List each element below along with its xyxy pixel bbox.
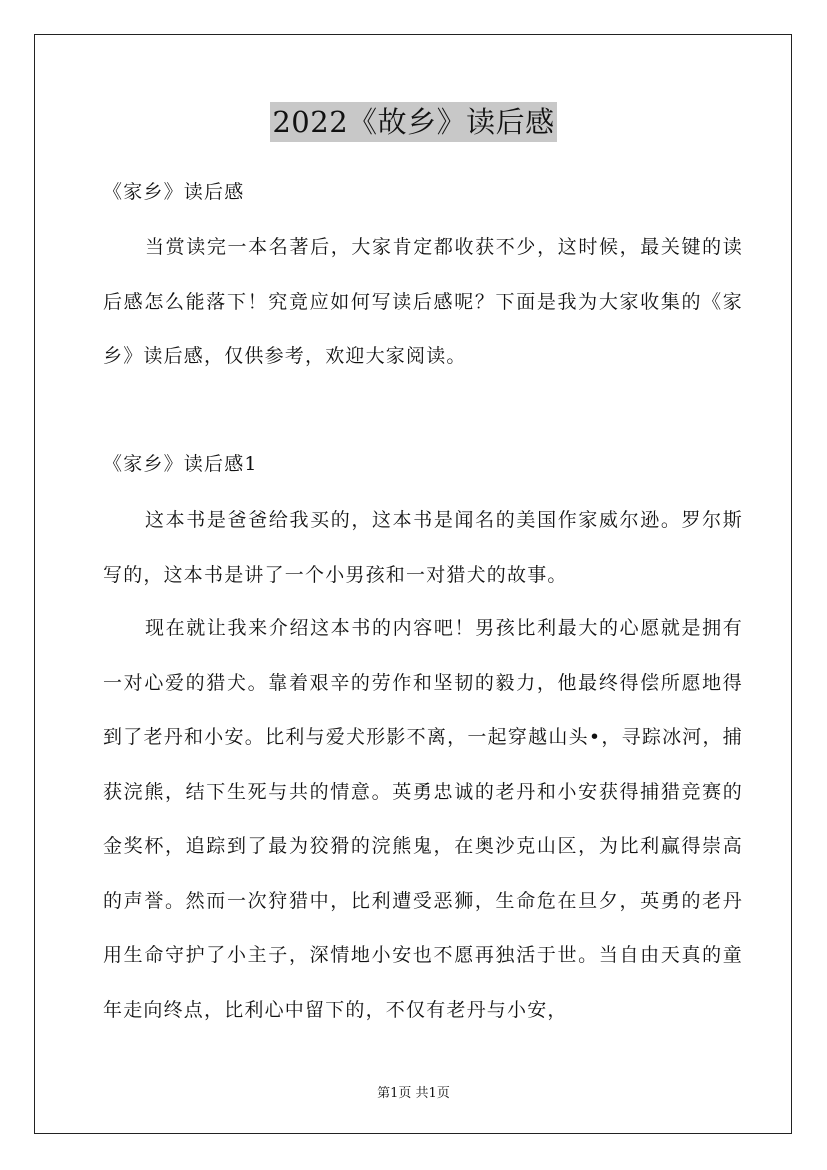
title-container [0,102,827,142]
page-footer: 第1页 共1页 [377,1086,450,1101]
body-paragraph: 这本书是爸爸给我买的，这本书是闻名的美国作家威尔逊。罗尔斯写的，这本书是讲了一个小男孩和一对猎犬的故事。 [103,509,743,586]
document-title: 2022《故乡》读后感 [270,102,556,142]
intro-paragraph: 当赏读完一本名著后，大家肯定都收获不少，这时候，最关键的读后感怎么能落下！究竟应如何写读后感呢？下面是我为大家收集的《家乡》读后感，仅供参考，欢迎大家阅读。 [103,236,743,367]
section-heading: 《家乡》读后感 [103,181,245,203]
section-heading-1: 《家乡》读后感1 [103,453,258,475]
body-paragraph: 现在就让我来介绍这本书的内容吧！男孩比利最大的心愿就是拥有一对心爱的猎犬。靠着艰辛的劳作和坚韧的毅力，他最终得偿所愿地得到了老丹和小安。比利与爱犬形影不离，一起穿越山头•，寻踪冰河，捕获浣熊，结下生死与共的情意。英勇忠诚的老丹和小安获得捕猎竞赛的金奖杯，追踪到了最为狡猾的浣熊鬼，在奥沙克山区，为比利赢得崇高的声誉。然而一次狩猎中，比利遭受恶狮，生命危在旦夕，英勇的老丹用生命守护了小主子，深情地小安也不愿再独活于世。当自由天真的童年走向终点，比利心中留下的，不仅有老丹与小安， [103,617,743,1021]
